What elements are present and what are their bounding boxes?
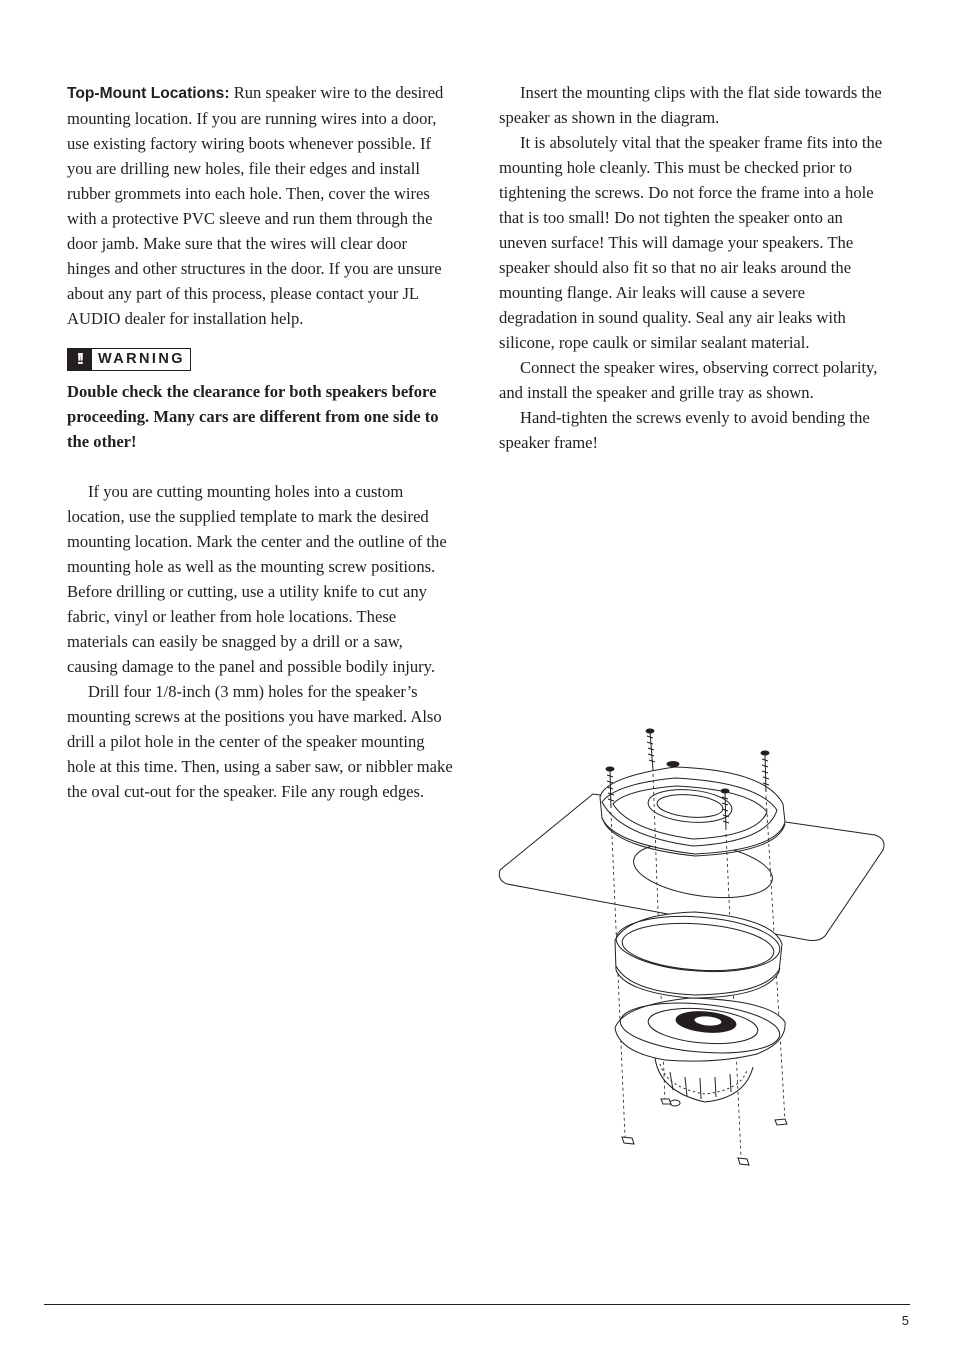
top-mount-paragraph [67,80,453,331]
warning-text: Double check the clearance for both speakers before proceeding. Many cars are different from one side to the other! [67,382,439,451]
mounting-clips-paragraph: Insert the mounting clips with the flat side towards the speaker as shown in the diagram. [499,83,882,127]
page-number: 5 [901,1313,909,1328]
speaker [615,997,785,1106]
washer [667,762,679,767]
left-column [67,80,453,804]
screw-1 [646,729,655,770]
top-mount-heading: Top-Mount Locations: [67,85,230,102]
grille-tray [600,767,785,856]
mounting-clips [622,1099,787,1165]
drill-paragraph: Drill four 1/8-inch (3 mm) holes for the speaker’s mounting screws at the positions you have marked. Also drill a pilot hole in the center of the speaker mounting hole at this time. Then, using a saber saw, or nibbler make the oval cut-out for the speaker. File any rough edges. [67,682,453,801]
warning-label: WARNING [98,351,185,367]
custom-location-paragraph: If you are cutting mounting holes into a custom location, use the supplied template to mark the desired mounting location. Mark the center and the outline of the mounting hole as well as the mounting screw positions. Before drilling or cutting, use a utility knife to cut any fabric, vinyl or leather from hole locations. These materials can easily be snagged by a drill or a saw, causing damage to the panel and possible bodily injury. [67,482,447,676]
speaker-installation-diagram [495,722,890,1172]
warning-label-box [67,348,191,371]
top-mount-text: Run speaker wire to the desired mounting location. If you are running wires into a door, use existing factory wiring boots whenever possible. If you are drilling new holes, file their edges and install rubber grommets into each hole. Then, cover the wires with a protective PVC sleeve and run them through the door jamb. Make sure that the wires will clear door hinges and other structures in the door. If you are unsure about any part of this process, please contact your JL AUDIO dealer for installation help. [67,83,444,328]
spacer-ring [614,911,782,998]
hand-tighten-paragraph: Hand-tighten the screws evenly to avoid bending the speaker frame! [499,408,870,452]
right-column [499,80,885,455]
connect-wires-paragraph: Connect the speaker wires, observing correct polarity, and install the speaker and grille tray as shown. [499,358,878,402]
speaker-frame-fit-paragraph: It is absolutely vital that the speaker frame fits into the mounting hole cleanly. This must be checked prior to tightening the screws. Do not force the frame into a hole that is too small! Do not tighten the speaker onto an uneven surface! This will damage your speakers. The speaker should also fit so that no air leaks around the mounting flange. Air leaks will cause a severe degradation in sound quality. Seal any air leaks with silicone, rope caulk or similar sealant material. [499,133,883,352]
footer-rule [44,1304,910,1305]
warning-icon: !! [68,349,92,370]
